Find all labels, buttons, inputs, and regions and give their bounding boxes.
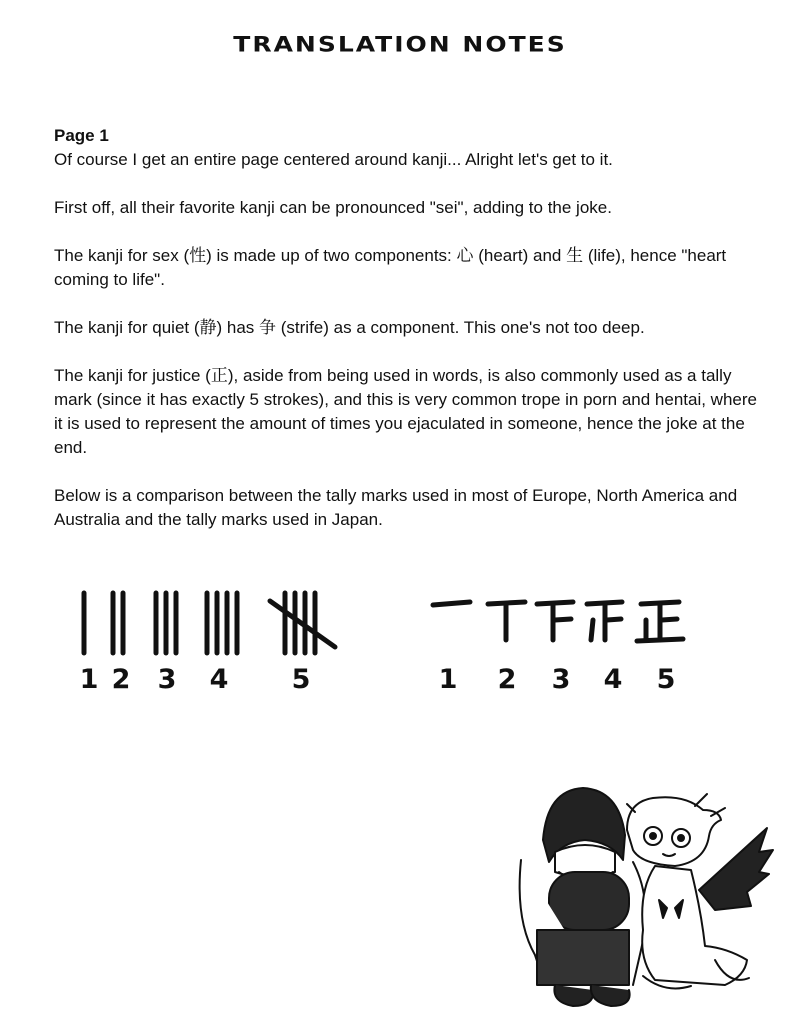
- japanese-number-5: 5: [656, 664, 676, 695]
- western-number-2: 2: [111, 664, 131, 695]
- section-heading: Page 1: [54, 126, 109, 145]
- western-tally-3: [156, 593, 176, 653]
- paragraph-justice-kanji: The kanji for justice (正), aside from being used in words, is also commonly used as a tally mark (since it has exactly 5 strokes), and this is very common trope in porn and hentai, where it is used to represent the amount of times you ejaculated in someone, hence the joke at the end.: [54, 366, 757, 457]
- paragraph-sex-kanji: The kanji for sex (性) is made up of two components: 心 (heart) and 生 (life), hence "heart coming to life".: [54, 246, 727, 289]
- japanese-tally-5: [637, 602, 683, 641]
- character-illustration: [515, 780, 780, 1015]
- japanese-number-2: 2: [497, 664, 517, 695]
- page-title: TRANSLATION NOTES: [233, 32, 567, 57]
- paragraph-intro: Of course I get an entire page centered around kanji... Alright let's get to it.: [54, 150, 613, 169]
- paragraph-comparison: Below is a comparison between the tally marks used in most of Europe, North America and Australia and the tally marks used in Japan.: [54, 486, 738, 529]
- japanese-number-4: 4: [603, 664, 623, 695]
- western-tally-4: [207, 593, 237, 653]
- japanese-tally-2: [488, 602, 525, 640]
- japanese-number-1: 1: [438, 664, 458, 695]
- western-tally-2: [113, 593, 123, 653]
- japanese-tally-3: [537, 602, 573, 640]
- western-tally-5: [270, 593, 335, 653]
- japanese-tally-4: [587, 602, 622, 640]
- western-number-1: 1: [79, 664, 99, 695]
- western-number-4: 4: [209, 664, 229, 695]
- western-tally-marks: [70, 585, 360, 660]
- western-number-3: 3: [157, 664, 177, 695]
- japanese-number-3: 3: [551, 664, 571, 695]
- japanese-tally-marks: [425, 590, 695, 650]
- paragraph-sei: First off, all their favorite kanji can be pronounced "sei", adding to the joke.: [54, 198, 612, 217]
- japanese-tally-1: [433, 602, 470, 605]
- western-number-5: 5: [291, 664, 311, 695]
- notes-body: [54, 124, 769, 556]
- paragraph-quiet-kanji: The kanji for quiet (静) has 争 (strife) as a component. This one's not too deep.: [54, 318, 645, 337]
